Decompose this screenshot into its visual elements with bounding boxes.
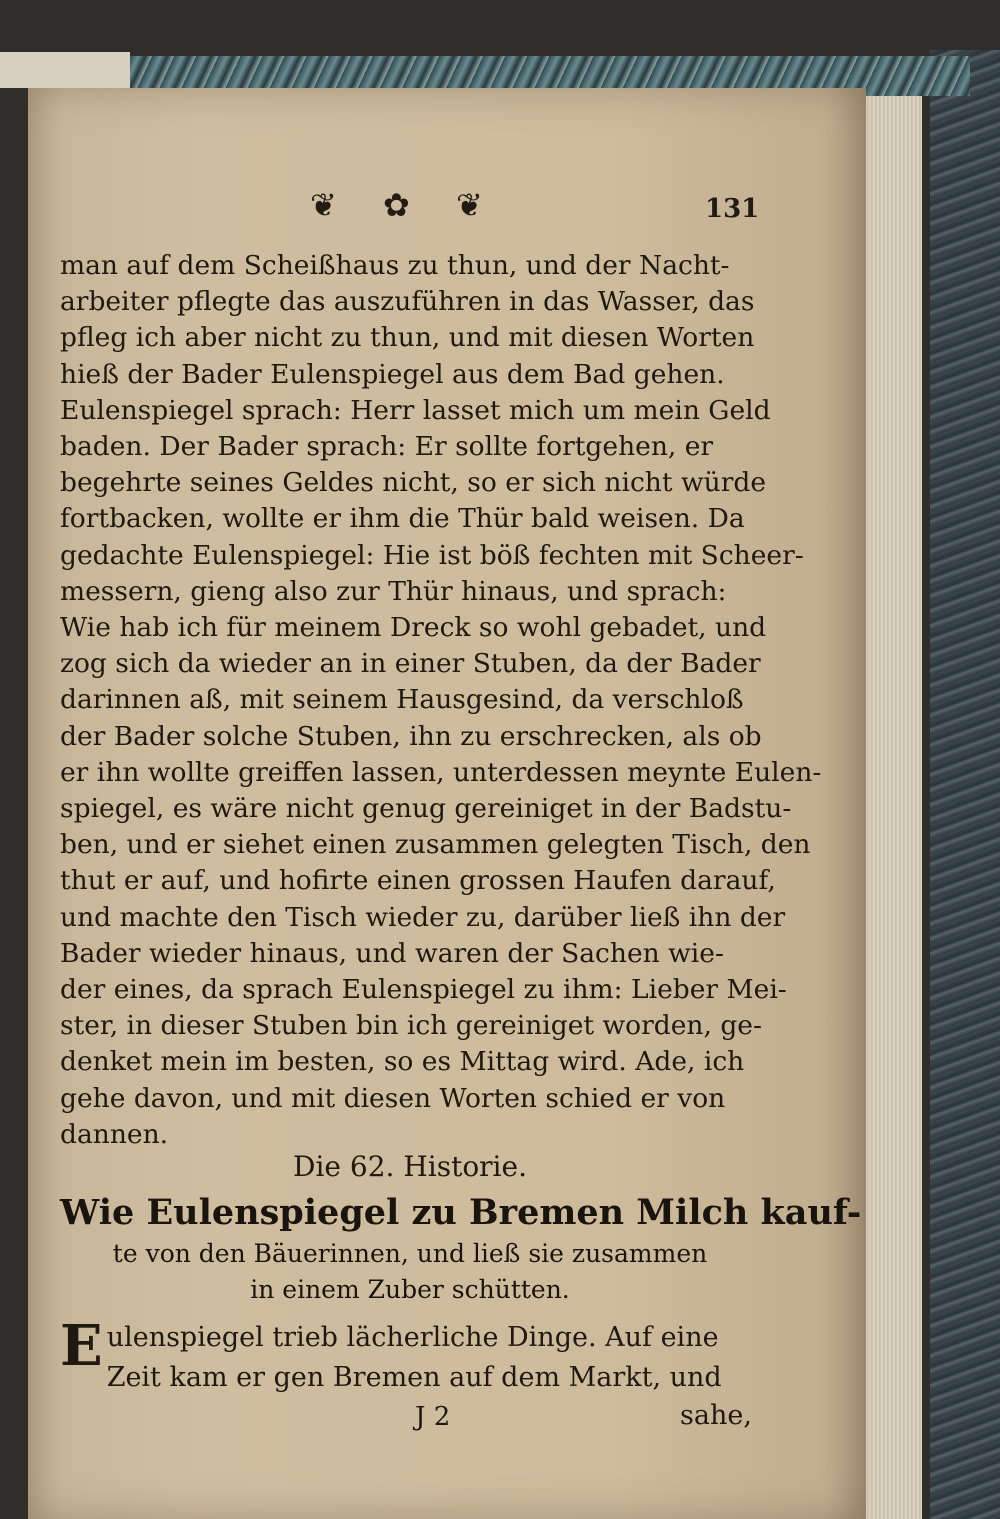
- book-cover-edge: [930, 50, 1000, 1519]
- text-line: baden. Der Bader sprach: Er sollte fortgehen, er: [60, 431, 714, 463]
- chapter-title-line: te von den Bäuerinnen, und ließ sie zusammen: [112, 1239, 708, 1268]
- text-line: Wie hab ich für meinem Dreck so wohl gebadet, und: [60, 612, 767, 644]
- page-header: [60, 180, 760, 230]
- chapter-title-line: Wie Eulenspiegel zu Bremen Milch kauf-: [60, 1192, 862, 1233]
- text-line: er ihn wollte greiffen lassen, unterdessen meynte Eulen-: [60, 756, 822, 788]
- text-line: denket mein im besten, so es Mittag wird. Ade, ich: [60, 1046, 745, 1078]
- text-line: ulenspiegel trieb lächerliche Dinge. Auf eine: [106, 1322, 719, 1353]
- facing-page-corner: [0, 52, 130, 88]
- text-line: Eulenspiegel sprach: Herr lasset mich um mein Geld: [60, 394, 771, 426]
- text-line: und machte den Tisch wieder zu, darüber ließ ihn der: [60, 901, 786, 933]
- text-line: gedachte Eulenspiegel: Hie ist böß fechten mit Scheer-: [60, 539, 804, 571]
- text-line: gehe davon, und mit diesen Worten schied er von: [60, 1082, 726, 1114]
- text-line: pfleg ich aber nicht zu thun, und mit diesen Worten: [60, 322, 755, 354]
- text-line: darinnen aß, mit seinem Hausgesind, da verschloß: [60, 684, 744, 716]
- page-edges: [866, 96, 922, 1519]
- text-line: fortbacken, wollte er ihm die Thür bald weisen. Da: [60, 503, 745, 535]
- chapter-paragraph: [60, 1313, 760, 1398]
- text-line: dannen.: [60, 1118, 169, 1150]
- text-line: der Bader solche Stuben, ihn zu erschrecken, als ob: [60, 720, 762, 752]
- text-line: ster, in dieser Stuben bin ich gereiniget worden, ge-: [60, 1010, 762, 1042]
- text-line: hieß der Bader Eulenspiegel aus dem Bad gehen.: [60, 358, 725, 390]
- text-line: arbeiter pflegte das auszuführen in das Wasser, das: [60, 286, 755, 318]
- text-line: begehrte seines Geldes nicht, so er sich nicht würde: [60, 467, 767, 499]
- page-footer: [60, 1400, 760, 1440]
- text-line: zog sich da wieder an in einer Stuben, da der Bader: [60, 648, 761, 680]
- header-ornament: ❦ ✿ ❦: [310, 186, 501, 224]
- text-line: ben, und er siehet einen zusammen gelegten Tisch, den: [60, 829, 811, 861]
- catchword: sahe,: [680, 1400, 752, 1431]
- chapter-title: [60, 1190, 862, 1308]
- text-line: messern, gieng also zur Thür hinaus, und sprach:: [60, 575, 727, 607]
- text-line: thut er auf, und hofirte einen grossen Haufen darauf,: [60, 865, 776, 897]
- chapter-heading: Die 62. Historie.: [293, 1150, 527, 1183]
- text-line: Bader wieder hinaus, und waren der Sachen wie-: [60, 937, 724, 969]
- text-line: spiegel, es wäre nicht genug gereiniget in der Badstu-: [60, 793, 792, 825]
- body-text: [60, 248, 822, 1153]
- chapter-title-line: in einem Zuber schütten.: [250, 1275, 570, 1304]
- text-line: der eines, da sprach Eulenspiegel zu ihm: Lieber Mei-: [60, 974, 787, 1006]
- text-line: Zeit kam er gen Bremen auf dem Markt, und: [106, 1362, 722, 1393]
- drop-capital: E: [60, 1313, 103, 1379]
- text-line: man auf dem Scheißhaus zu thun, und der Nacht-: [60, 250, 730, 281]
- signature-mark: J 2: [415, 1402, 451, 1432]
- page-number: 131: [705, 194, 760, 224]
